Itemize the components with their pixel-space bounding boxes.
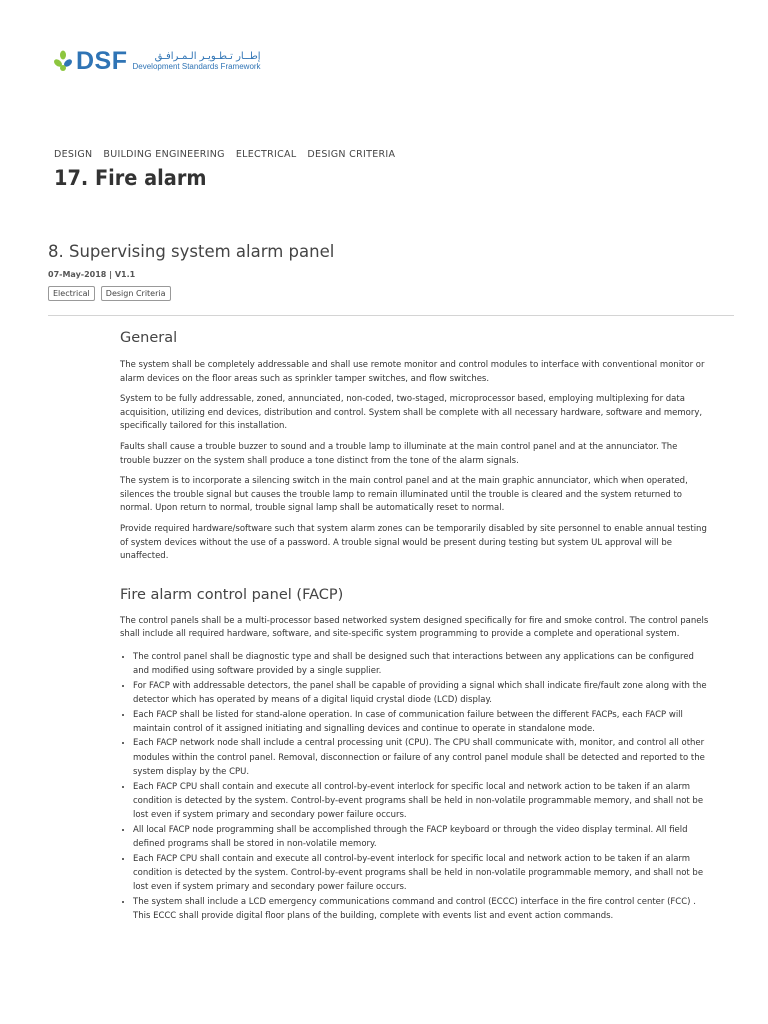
list-item: • Each FACP CPU shall contain and execute all control-by-event interlock for specific local and network action to be taken if an alarm condition is detected by the system. Control-by-event programs shall be held in non-volatile programmable memory, and shall not be lost even if system primary and secondary power failure occurs. (133, 852, 710, 895)
breadcrumb (54, 149, 406, 160)
breadcrumb-item-electrical[interactable]: ELECTRICAL (235, 149, 297, 160)
breadcrumb-item-design-criteria[interactable]: DESIGN CRITERIA (307, 149, 396, 160)
page-title: 17. Fire alarm (54, 166, 207, 190)
facp-intro: The control panels shall be a multi-processor based networked system designed specifically for fire and smoke control. The control panels shall include all required hardware, software, and site-specific system programming to provide a complete and operational system. (120, 615, 709, 640)
tag-design-criteria[interactable]: Design Criteria (101, 286, 171, 301)
list-item: • For FACP with addressable detectors, the panel shall be capable of providing a signal which shall indicate fire/fault zone along with the detector which has operated by means of a digital liquid crystal diode (LCD) display. (133, 679, 710, 708)
logo-arabic-text: إطــار تـطـويـر الـمـرافـق (154, 50, 261, 62)
general-paragraph: System to be fully addressable, zoned, annunciated, non-coded, two-staged, microprocessor based, employing multiplexing for data acquisition, utilizing end devices, distribution and control. System shall be complete with all necessary hardware, software and memory, specifically tailored for this installation. (120, 394, 703, 432)
breadcrumb-item-design[interactable]: DESIGN (54, 149, 93, 160)
facp-heading: Fire alarm control panel (FACP) (120, 586, 344, 603)
dsf-logo[interactable] (54, 47, 261, 75)
date-version: 07-May-2018 | V1.1 (48, 270, 136, 279)
list-item: • Each FACP CPU shall contain and execute all control-by-event interlock for specific local and network action to be taken if an alarm condition is detected by the system. Control-by-event programs shall be held in non-volatile programmable memory, and shall not be lost even if system primary and secondary power failure occurs. (133, 780, 710, 823)
general-heading: General (120, 330, 178, 346)
divider (48, 315, 734, 316)
tag-electrical[interactable]: Electrical (48, 286, 95, 301)
logo-subtitle: Development Standards Framework (132, 61, 261, 71)
logo-wordmark: DSF (76, 47, 128, 75)
list-item: • All local FACP node programming shall be accomplished through the FACP keyboard or through the video display terminal. All field defined programs shall be stored in non-volatile memory. (133, 823, 710, 852)
tag-list (48, 286, 177, 301)
section-title: 8. Supervising system alarm panel (48, 242, 335, 261)
leaf-logo-icon (54, 50, 72, 72)
general-paragraph: Faults shall cause a trouble buzzer to sound and a trouble lamp to illuminate at the main control panel and at the annunciator. The trouble buzzer on the system shall produce a tone distinct from the tone of the alarm signals. (120, 441, 678, 466)
general-paragraph: The system shall be completely addressable and shall use remote monitor and control modules to interface with conventional monitor or alarm devices on the floor areas such as sprinkler tamper switches, and flow switches. (120, 360, 705, 384)
list-item: • The system shall include a LCD emergency communications command and control (ECCC) interface in the fire control center (FCC) . This ECCC shall provide digital floor plans of the building, complete with events list and event action commands. (133, 895, 710, 924)
list-item: • The control panel shall be diagnostic type and shall be designed such that interactions between any applications can be configured and modified using software provided by a single supplier. (133, 650, 710, 679)
general-paragraph: Provide required hardware/software such that system alarm zones can be temporarily disabled by site personnel to enable annual testing of system devices without the use of a password. A trouble signal would be present during testing but system UL approval will be unaffected. (120, 523, 707, 562)
list-item: • Each FACP shall be listed for stand-alone operation. In case of communication failure between the different FACPs, each FACP will maintain control of it assigned initiating and signalling devices and continue to operate in standalone mode. (133, 708, 710, 737)
logo-text-block (133, 51, 261, 72)
facp-requirements-list (120, 650, 710, 924)
breadcrumb-item-building-engineering[interactable]: BUILDING ENGINEERING (103, 149, 225, 160)
list-item: • Each FACP network node shall include a central processing unit (CPU). The CPU shall communicate with, monitor, and control all other modules within the control panel. Removal, disconnection or failure of any control panel module shall be detected and reported to the system display by the CPU. (133, 736, 710, 779)
general-paragraph: The system is to incorporate a silencing switch in the main control panel and at the main graphic annunciator, which when operated, silences the trouble signal but causes the trouble lamp to remain illuminated until the trouble is cleared and the system returned to normal. Upon return to normal, trouble signal lamp shall be automatically reset to normal. (120, 476, 688, 514)
article-body (120, 330, 710, 924)
